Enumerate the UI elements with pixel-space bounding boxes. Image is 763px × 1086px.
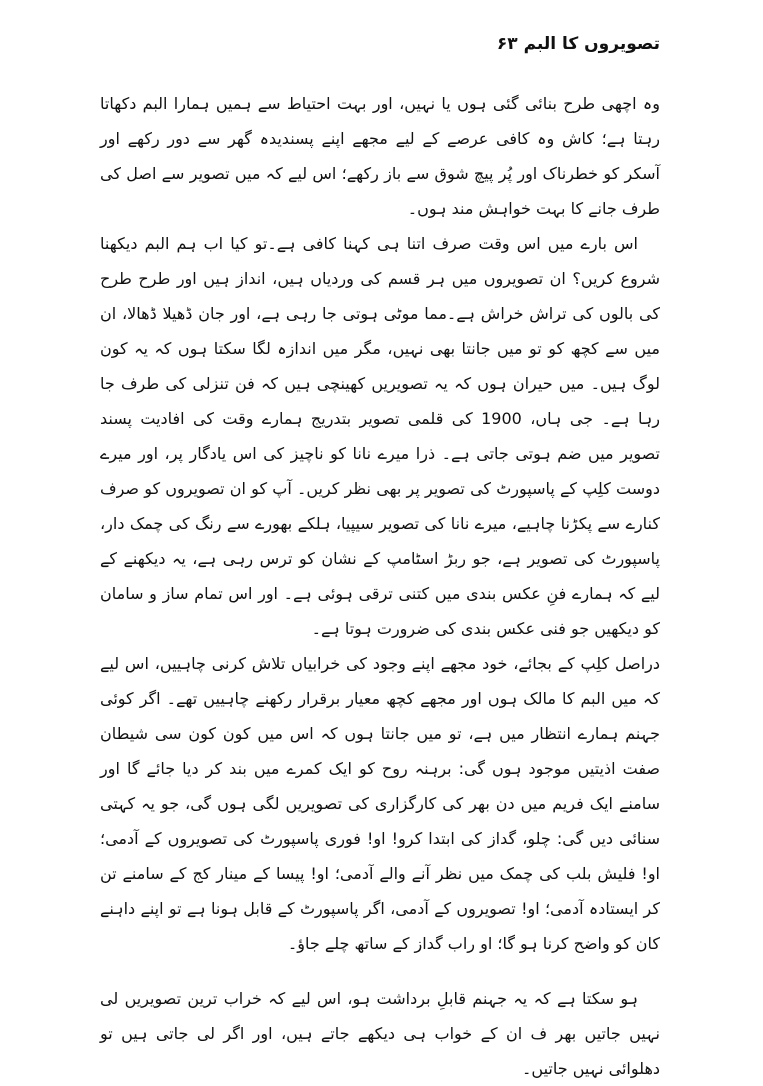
page-number: ۶۳ bbox=[496, 34, 518, 54]
book-title: تصویروں کا البم bbox=[523, 34, 660, 54]
page-header bbox=[100, 34, 660, 60]
paragraph-4: ہو سکتا ہے کہ یہ جہنم قابلِ برداشت ہو، اس لیے کہ خراب ترین تصویریں لی نہیں جاتیں بھر ف ان کے خواب ہی دیکھے جاتے ہیں، اور اگر لی جاتی ہیں تو دھلوائی نہیں جاتیں۔ bbox=[100, 989, 660, 1078]
page-body bbox=[100, 86, 660, 1086]
paragraph-3: دراصل کلِپ کے بجائے، خود مجھے اپنے وجود کی خرابیاں تلاش کرنی چاہییں، اس لیے کہ میں البم کا مالک ہوں اور مجھے کچھ معیار برقرار رکھنے چاہییں تھے۔ اگر کوئی جہنم ہمارے انتظار میں ہے، تو میں جانتا ہوں کہ اس میں کون کون سی شیطان صفت اذیتیں موجود ہوں گی: برہنہ روح کو ایک کمرے میں بند کر دیا جائے گا اور سامنے ایک فریم میں دن بھر کی کارگزاری کی تصویریں لگی ہوں گی، جو یہ کہتی سنائی دیں گی: چلو، گداز کی ابتدا کرو! او! فوری پاسپورٹ کی تصویروں کے آدمی؛ او! فلیش بلب کی چمک میں نظر آنے والے آدمی؛ او! پیسا کے مینار کج کے سامنے تن کر ایستادہ آدمی؛ او! تصویروں کے آدمی، اگر پاسپورٹ کے قابل ہونا ہے تو اپنے داہنے کان کو واضح کرنا ہو گا؛ او راب گداز کے ساتھ چلے جاؤ۔ bbox=[100, 654, 660, 953]
paragraph-1: وہ اچھی طرح بنائی گئی ہوں یا نہیں، اور بہت احتیاط سے ہمیں ہمارا البم دکھاتا رہتا ہے؛ کاش وہ کافی عرصے کے لیے مجھے اپنے پسندیدہ گھر سے دور رکھے اور آسکر کو خطرناک اور پُر پیچ شوق سے باز رکھے؛ اس لیے کہ میں تصویر سے اصل کی طرف جانے کا بہت خواہش مند ہوں۔ bbox=[100, 94, 660, 218]
paragraph-2: اس بارے میں اس وقت صرف اتنا ہی کہنا کافی ہے۔تو کیا اب ہم البم دیکھنا شروع کریں؟ ان تصویروں میں ہر قسم کی وردیاں ہیں، انداز ہیں اور طرح طرح کی بالوں کی تراش خراش ہے۔مما موٹی ہوتی جا رہی ہے، اور جان ڈھیلا ڈھالا، ان میں سے کچھ کو تو میں جانتا بھی نہیں، مگر میں اندازہ لگا سکتا ہوں کہ یہ کون لوگ ہیں۔ میں حیران ہوں کہ یہ تصویریں کھینچی ہیں کہ فن تنزلی کی طرف جا رہا ہے۔ جی ہاں، 1900 کی قلمی تصویر بتدریج ہمارے وقت کی افادیت پسند تصویر میں ضم ہوتی جاتی ہے۔ ذرا میرے نانا کو ناچیز کی اس یادگار پر، اور میرے دوست کلِپ کے پاسپورٹ کی تصویر پر بھی نظر کریں۔ آپ کو ان تصویروں کو صرف کنارے سے پکڑنا چاہیے، میرے نانا کی تصویر سیپیا، ہلکے بھورے سے رنگ کی چمک دار، پاسپورٹ کی تصویر ہے، جو ربڑ اسٹامپ کے نشان کو ترس رہی ہے، یہ دیکھنے کے لیے کہ ہمارے فنِ عکس بندی میں کتنی ترقی ہوئی ہے۔ اور اس تمام ساز و سامان کو دیکھیں جو فنی عکس بندی کی ضرورت ہوتا ہے۔ bbox=[100, 234, 660, 638]
